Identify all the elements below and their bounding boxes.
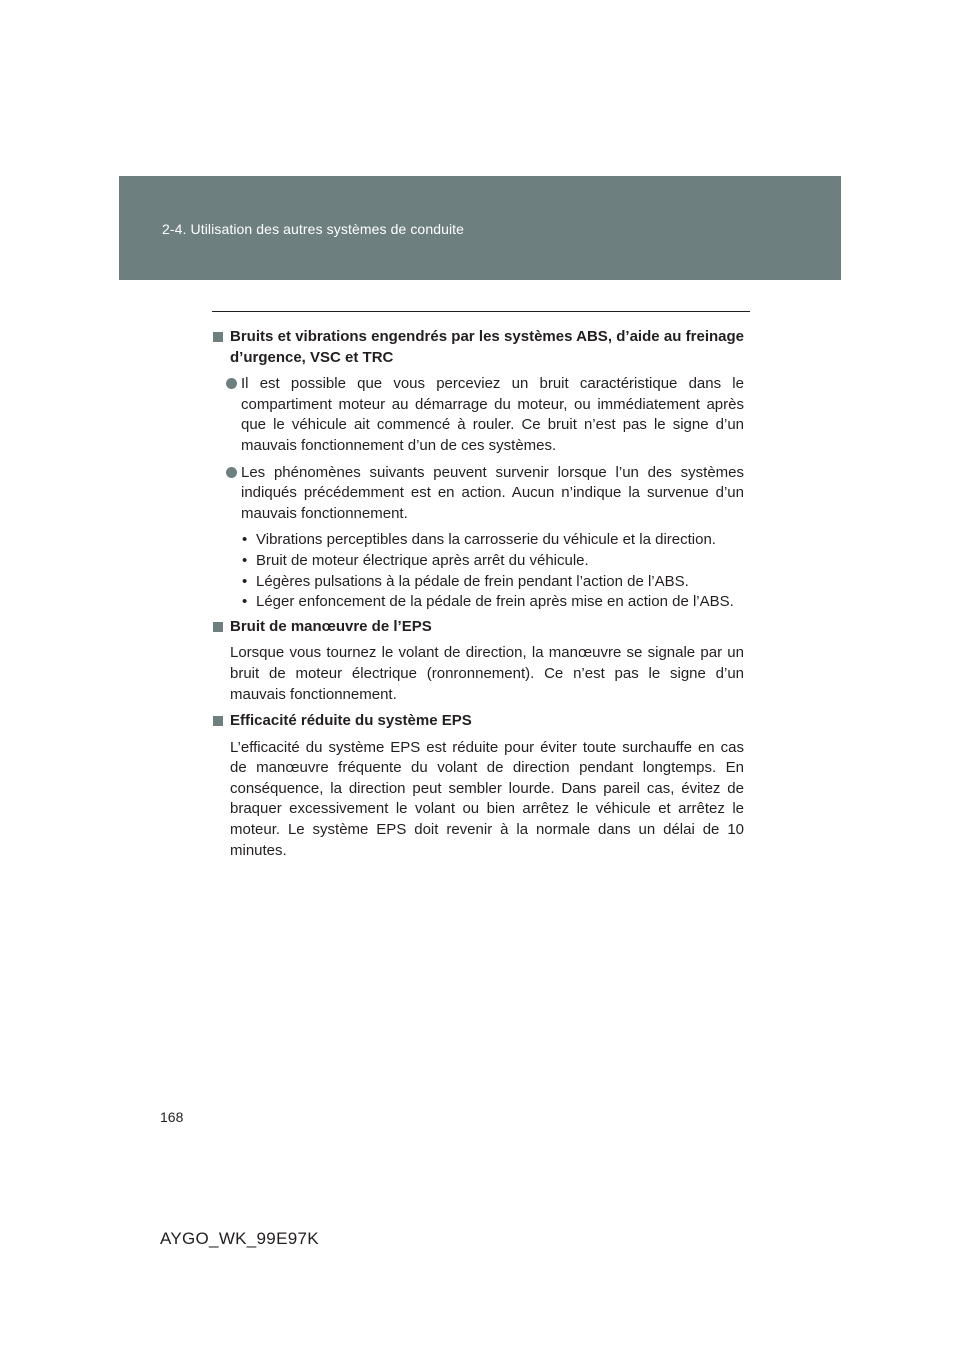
bullet-item — [213, 374, 744, 456]
bullet-item — [213, 463, 744, 525]
list-item — [213, 530, 744, 551]
list-item — [213, 592, 744, 613]
list-item-text: Léger enfoncement de la pédale de frein après mise en action de l’ABS. — [256, 593, 734, 611]
header-band — [119, 176, 841, 280]
square-bullet-icon — [213, 332, 223, 342]
round-bullet-icon — [226, 467, 237, 478]
heading-text: Bruit de manœuvre de l’EPS — [230, 617, 432, 635]
heading-text: Bruits et vibrations engendrés par les systèmes ABS, d’aide au freinage d’urgence, VSC et TRC — [230, 328, 744, 366]
square-bullet-icon — [213, 716, 223, 726]
section-heading-abs-noise — [213, 327, 744, 368]
dot-marker: • — [242, 551, 248, 569]
list-item — [213, 572, 744, 593]
dot-marker: • — [242, 572, 248, 590]
list-item — [213, 551, 744, 572]
list-item-text: Bruit de moteur électrique après arrêt du véhicule. — [256, 551, 589, 569]
list-item-text: Vibrations perceptibles dans la carrosserie du véhicule et la direction. — [256, 531, 716, 549]
section-paragraph: Lorsque vous tournez le volant de direction, la manœuvre se signale par un bruit de moteur électrique (ronronnement). Ce n’est pas le signe d’un mauvais fonctionnement. — [230, 644, 744, 703]
bullet-text: Il est possible que vous perceviez un bruit caractéristique dans le compartiment moteur au démarrage du moteur, ou immédiatement après que le véhicule ait commencé à rouler. Ce bruit n’est pas le signe d’un mauvais fonctionnement d’un de ces systèmes. — [241, 375, 744, 454]
section-title: 2-4. Utilisation des autres systèmes de conduite — [162, 221, 465, 237]
dot-marker: • — [242, 593, 248, 611]
document-code: AYGO_WK_99E97K — [160, 1229, 319, 1248]
page-content — [213, 327, 744, 867]
sub-list — [213, 530, 744, 612]
divider-rule — [212, 311, 750, 312]
list-item-text: Légères pulsations à la pédale de frein pendant l’action de l’ABS. — [256, 572, 689, 590]
page-number: 168 — [160, 1109, 184, 1125]
dot-marker: • — [242, 531, 248, 549]
section-heading-eps-efficiency — [213, 711, 744, 732]
round-bullet-icon — [226, 378, 237, 389]
square-bullet-icon — [213, 622, 223, 632]
bullet-text: Les phénomènes suivants peuvent survenir lorsque l’un des systèmes indiqués précédemment est en action. Aucun n’indique la survenue d’un mauvais fonctionnement. — [241, 463, 744, 522]
section-heading-eps-noise — [213, 617, 744, 638]
heading-text: Efficacité réduite du système EPS — [230, 712, 472, 730]
section-paragraph: L’efficacité du système EPS est réduite pour éviter toute surchauffe en cas de manœuvre fréquente du volant de direction pendant longtemps. En conséquence, la direction peut sembler lourde. Dans pareil cas, évitez de braquer excessivement le volant ou bien arrêtez le véhicule et arrêtez le moteur. Le système EPS doit revenir à la normale dans un délai de 10 minutes. — [230, 738, 744, 859]
